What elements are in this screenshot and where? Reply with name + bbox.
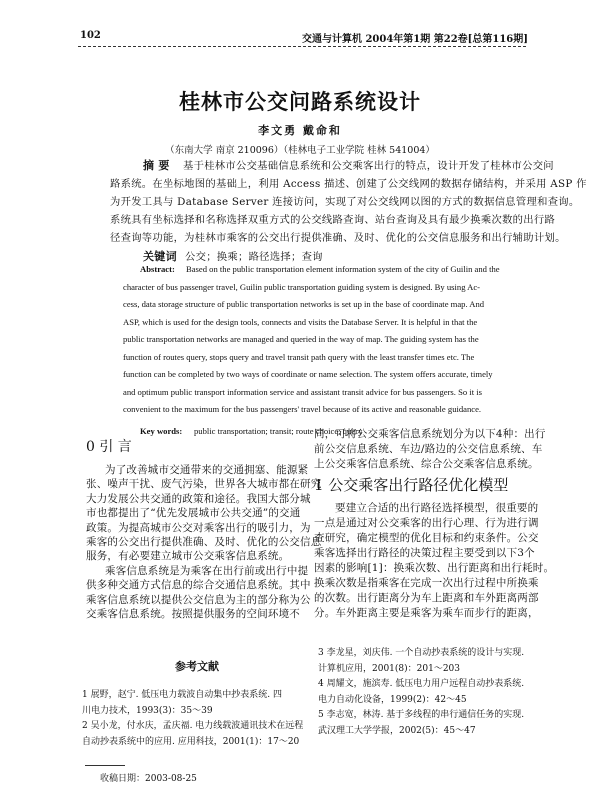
body-line: 政策。为提高城市公交对乘客出行的吸引力，为: [86, 521, 311, 534]
received-date: 收稿日期：2003-08-25: [100, 774, 197, 784]
header-rule: [78, 46, 526, 47]
abstract-line: 为开发工具与 Database Server 连接访问，实现了对公交线网以图的方式的数据信息管理和查询。: [110, 196, 580, 208]
body-line: 服务，有必要建立城市公交乘客信息系统。: [86, 550, 290, 563]
body-line: 因素的影响[1]：换乘次数、出行距离和出行耗时。: [314, 562, 555, 574]
affiliation: （东南大学 南京 210096）（桂林电子工业学院 桂林 541004）: [165, 145, 435, 156]
abstract-line: 基于桂林市公交基础信息系统和公交乘客出行的特点，设计开发了桂林市公交问: [183, 160, 554, 172]
reference-line: 川电力技术，1993(3)：35～39: [82, 705, 213, 716]
body-line: 分。车外距离主要是乘客为乘车而步行的距离，: [314, 607, 539, 619]
body-line: 乘客的公交出行提供准确、及时、优化的公交信息: [86, 536, 322, 548]
reference-line: 自动抄表系统中的应用. 应用科技，2001(1)：17～20: [82, 736, 300, 747]
abstract-en-line: public transportation networks are managed and queried in the way of map. The guiding system has the: [123, 334, 479, 344]
body-line: 前公交信息系统、车边/路边的公交信息系统、车: [314, 443, 543, 455]
body-line: 上公交乘客信息系统、综合公交乘客信息系统。: [314, 458, 539, 470]
abstract-en-line: function can be completed by two ways of coordinate or name selection. The system offers accurate, timely: [123, 369, 493, 379]
body-line: 查研究，确定模型的优化目标和约束条件。公交: [314, 532, 539, 544]
reference-line: 武汉理工大学学报，2002(5)：45～47: [318, 725, 476, 736]
keywords-en-label: Key words:: [140, 426, 183, 436]
section-heading: 1 公交乘客出行路径优化模型: [314, 476, 509, 494]
references-heading: 参考文献: [175, 660, 219, 673]
reference-line: 计算机应用，2001(8)：201～203: [318, 663, 461, 674]
abstract-label: 摘 要: [143, 159, 170, 172]
body-line: 大力发展公共交通的政策和途径。我国大部分城: [86, 492, 311, 505]
paper-title: 桂林市公交问路系统设计: [179, 89, 421, 114]
abstract-en-line: character of bus passenger travel, Guilin public transportation guiding system is designed. By using Ac-: [123, 281, 481, 292]
body-line: 乘客选择出行路径的决策过程主要受到以下3个: [314, 547, 535, 559]
reference-line: 5 李志宽，林涛. 基于多线程的串行通信任务的实现.: [318, 710, 525, 720]
abstract-en-line: and optimum public transport information service and assistant transit advice for bus passengers. So it is: [123, 386, 482, 397]
body-line: 要建立合适的出行路径选择模型，很重要的: [335, 502, 539, 514]
body-line: 换乘次数是指乘客在完成一次出行过程中所换乘: [314, 577, 539, 589]
body-line: 乘客信息系统以提供公交信息为主的部分称为公: [86, 593, 311, 606]
body-line: 乘客信息系统是为乘客在出行前或出行中提: [105, 564, 309, 577]
footnote-rule: [85, 765, 125, 766]
authors: 李文勇 戴命和: [258, 124, 342, 137]
abstract-line: 径查询等功能，为桂林市乘客的公交出行提供准确、及时、优化的公交信息服务和出行辅助计划。: [110, 232, 566, 244]
abstract-line: 路系统。在坐标地图的基础上，利用 Access 描述、创建了公交线网的数据存储结构，并采用 ASP 作: [110, 178, 587, 190]
body-line: 市也都提出了“优先发展城市公共交通”的交通: [86, 507, 301, 520]
abstract-line: 系统具有坐标选择和名称选择双重方式的公交线路查询、站台查询及具有最少换乘次数的出行路: [110, 214, 556, 226]
keywords-en: public transportation; transit; route choice; query: [194, 426, 363, 436]
body-line: 为了改善城市交通带来的交通拥塞、能源紧: [105, 464, 309, 476]
running-header: 交通与计算机 2004年第1期 第22卷[总第116期]: [301, 34, 528, 45]
section-heading: 0 引 言: [86, 439, 132, 455]
abstract-en-line: Based on the public transportation element information system of the city of Guilin and the: [186, 264, 500, 274]
abstract-en-label: Abstract:: [140, 264, 175, 274]
abstract-en-line: function of routes query, stops query and travel transit path query with the least transfer times etc. The: [123, 351, 475, 362]
body-line: 一点是通过对公交乘客的出行心理、行为进行调: [314, 517, 539, 529]
reference-line: 3 李龙星，刘庆伟. 一个自动抄表系统的设计与实现.: [318, 648, 525, 658]
body-line: 的次数。出行距离分为车上距离和车外距离两部: [314, 592, 539, 604]
reference-line: 4 周耀文，施滨寿. 低压电力用户远程自动抄表系统.: [318, 679, 525, 689]
reference-line: 1 展野，赵宁. 低压电力载波自动集中抄表系统. 四: [82, 690, 283, 700]
body-line: 张、噪声干扰、废气污染，世界各大城市都在研究: [86, 478, 322, 491]
abstract-en-line: convenient to the maximum for the bus passengers' travel because of its active and reasonable guidance.: [123, 404, 482, 414]
reference-line: 2 吴小龙，付水庆，孟庆福. 电力线载波通讯技术在远程: [82, 721, 304, 731]
body-line: 供多种交通方式信息的综合交通信息系统。其中: [86, 579, 311, 592]
keywords: 公交；换乘；路径选择；查询: [185, 251, 323, 263]
page-number: 102: [80, 30, 101, 41]
keywords-label: 关键词: [143, 250, 177, 263]
abstract-en-line: ASP, which is used for the design tools, connects and visits the Database Server. It is helpful in that the: [123, 316, 478, 327]
body-line: 交乘客信息系统。按照提供服务的空间环境不: [86, 608, 300, 620]
abstract-en-line: cess, data storage structure of public transportation networks is set up in the base of coordinate map. And: [123, 299, 485, 309]
body-line: 同，可将公交乘客信息系统划分为以下4种：出行: [314, 428, 546, 440]
reference-line: 电力自动化设备，1999(2)：42～45: [318, 694, 467, 705]
